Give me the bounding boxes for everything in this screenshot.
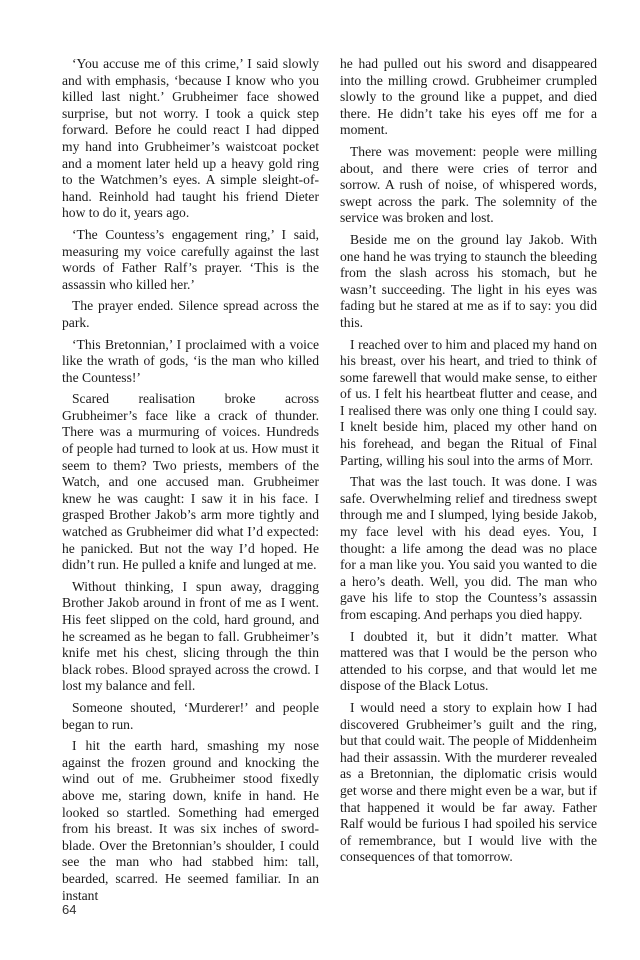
paragraph: I hit the earth hard, smashing my nose against the frozen ground and knocking the wind out of me. Grubheimer stood fixedly above me, staring down, knife in hand. He looked so startled. Something had emerged from his breast. It was six inches of sword-blade. Over the Bretonnian’s shoulder, I could see the man who had stabbed him: tall, bearded, scarred. He seemed familiar. In an instant xyxy=(62,738,319,903)
paragraph: I reached over to him and placed my hand on his breast, over his heart, and tried to think of some farewell that would make sense, to either of us. I felt his heartbeat flutter and cease, and I realised there was only one thing I could say. I knelt beside him, placed my other hand on his forehead, and began the Ritual of Final Parting, willing his soul into the arms of Morr. xyxy=(340,336,597,468)
paragraph: ‘You accuse me of this crime,’ I said slowly and with emphasis, ‘because I know who you killed last night.’ Grubheimer face showed surprise, but not worry. I took a quick step forward. Before he could react I had dipped my hand into Grubheimer’s waistcoat pocket and a moment later held up a heavy gold ring to the Watchmen’s eyes. A simple sleight-of-hand. Reinhold had taught his friend Dieter how to do it, years ago. xyxy=(62,56,319,221)
paragraph: That was the last touch. It was done. I was safe. Overwhelming relief and tiredness swept through me and I slumped, lying beside Jakob, my face level with his dead eyes. You, I thought: a life among the dead was no place for a man like you. You said you wanted to die a hero’s death. Well, you did. The man who gave his life to stop the Countess’s assassin from escaping. And perhaps you died happy. xyxy=(340,474,597,622)
left-text-column xyxy=(62,56,319,909)
paragraph: Scared realisation broke across Grubheimer’s face like a crack of thunder. There was a murmuring of voices. Hundreds of people had turned to look at us. How must it seem to them? Two priests, members of the Watch, and one accused man. Grubheimer knew he was caught: I saw it in his face. I grasped Brother Jakob’s arm more tightly and watched as Grubheimer did what I’d expected: he panicked. But not the way I’d hoped. He didn’t run. He pulled a knife and lunged at me. xyxy=(62,391,319,573)
paragraph: I doubted it, but it didn’t matter. What mattered was that I would be the person who attended to his corpse, and that would let me dispose of the Black Lotus. xyxy=(340,628,597,694)
paragraph: Beside me on the ground lay Jakob. With one hand he was trying to staunch the bleeding from the slash across his stomach, but he wasn’t succeeding. The light in his eyes was fading but he stared at me as if to say: you did this. xyxy=(340,231,597,330)
page-number: 64 xyxy=(62,902,77,917)
paragraph: ‘The Countess’s engagement ring,’ I said, measuring my voice carefully against the last words of Father Ralf’s prayer. ‘This is the assassin who killed her.’ xyxy=(62,226,319,292)
paragraph: Someone shouted, ‘Murderer!’ and people began to run. xyxy=(62,699,319,732)
right-text-column xyxy=(340,56,597,871)
paragraph: The prayer ended. Silence spread across the park. xyxy=(62,298,319,330)
paragraph: ‘This Bretonnian,’ I proclaimed with a voice like the wrath of gods, ‘is the man who killed the Countess!’ xyxy=(62,336,319,385)
paragraph: Without thinking, I spun away, dragging Brother Jakob around in front of me as I went. His feet slipped on the cold, hard ground, and he screamed as he began to fall. Grubheimer’s knife met his chest, slicing through the thin black robes. Blood sprayed across the crowd. I lost my balance and fell. xyxy=(62,578,319,694)
paragraph-continuation: he had pulled out his sword and disappeared into the milling crowd. Grubheimer crumpled slowly to the ground like a puppet, and died there. He didn’t take his eyes off me for a moment. xyxy=(340,56,597,138)
paragraph: There was movement: people were milling about, and there were cries of terror and sorrow. A rush of noise, of whispered words, swept across the park. The solemnity of the service was broken and lost. xyxy=(340,143,597,226)
paragraph: I would need a story to explain how I had discovered Grubheimer’s guilt and the ring, but that could wait. The people of Middenheim had their assassin. With the murderer revealed as a Bretonnian, the diplomatic crisis would get worse and there might even be a war, but if that happened it would be far away. Father Ralf would be furious I had spoiled his service of remembrance, but I would live with the consequences of that tomorrow. xyxy=(340,699,597,865)
